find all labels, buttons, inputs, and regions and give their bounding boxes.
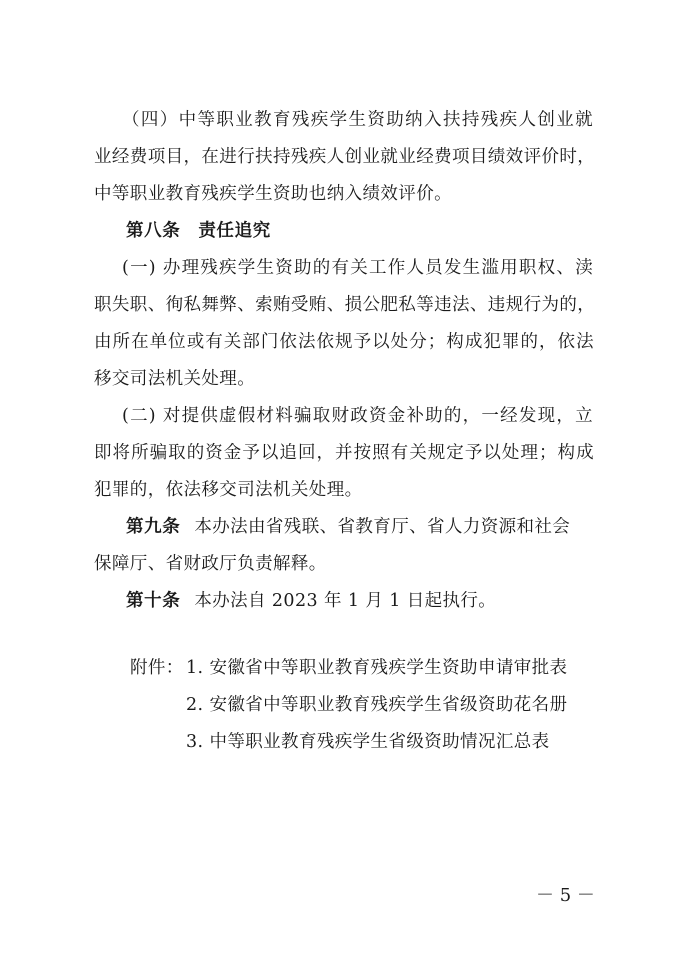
attachment-item-3: 3. 中等职业教育残疾学生省级资助情况汇总表 <box>186 732 550 752</box>
item-four-line-2: 业经费项目，在进行扶持残疾人创业就业经费项目绩效评价时， <box>94 147 596 167</box>
article-eight-item-one-line-4: 移交司法机关处理。 <box>94 369 256 389</box>
attachments-label: 附件： <box>130 658 184 678</box>
article-eight-item-two-line-3: 犯罪的，依法移交司法机关处理。 <box>94 480 363 500</box>
article-eight-item-one-line-2: 职失职、徇私舞弊、索贿受贿、损公肥私等违法、违规行为的， <box>94 295 596 315</box>
article-eight-item-two-line-1: (二) 对提供虚假材料骗取财政资金补助的，一经发现，立 <box>122 406 593 426</box>
attachment-item-2: 2. 安徽省中等职业教育残疾学生省级资助花名册 <box>186 695 568 715</box>
article-nine-line-1 <box>126 512 593 542</box>
article-eight-heading: 第八条 责任追究 <box>126 221 271 241</box>
attachment-item-1: 1. 安徽省中等职业教育残疾学生资助申请审批表 <box>186 658 568 678</box>
article-ten <box>126 586 593 616</box>
page-number: － 5 － <box>536 885 595 906</box>
article-nine-text: 本办法由省残联、省教育厅、省人力资源和社会 <box>194 517 571 537</box>
item-four-line-3: 中等职业教育残疾学生资助也纳入绩效评价。 <box>94 184 452 204</box>
article-eight-item-two-line-2: 即将所骗取的资金予以追回，并按照有关规定予以处理；构成 <box>94 443 594 463</box>
article-nine-line-2: 保障厅、省财政厅负责解释。 <box>94 554 327 574</box>
article-ten-label: 第十条 <box>126 591 181 611</box>
item-four-line-1: （四）中等职业教育残疾学生资助纳入扶持残疾人创业就 <box>122 110 593 130</box>
article-eight-item-one-line-1: (一) 办理残疾学生资助的有关工作人员发生滥用职权、渎 <box>122 258 593 278</box>
article-ten-text: 本办法自 2023 年 1 月 1 日起执行。 <box>194 591 497 611</box>
article-nine-label: 第九条 <box>126 517 181 537</box>
article-eight-item-one-line-3: 由所在单位或有关部门依法依规予以处分；构成犯罪的，依法 <box>94 332 594 352</box>
